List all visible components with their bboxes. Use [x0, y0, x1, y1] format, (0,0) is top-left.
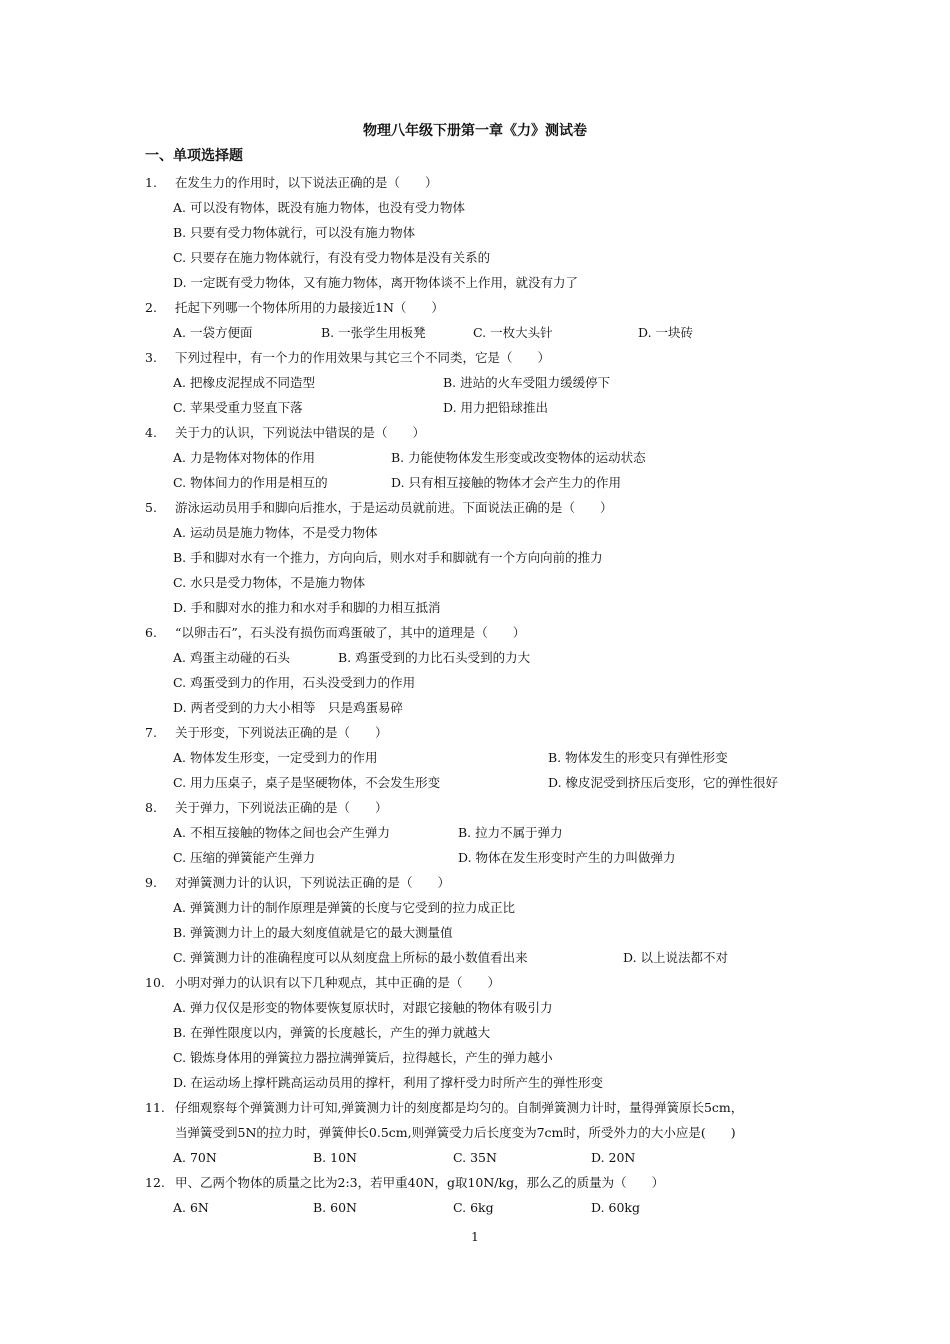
answer-option[interactable]: A. 鸡蛋主动碰的石头: [173, 650, 290, 665]
question-5: [145, 495, 825, 620]
answer-option[interactable]: D. 一块砖: [638, 325, 694, 340]
document-title: 物理八年级下册第一章《力》测试卷: [363, 123, 587, 139]
question-text: 游泳运动员用手和脚向后推水，于是运动员就前进。下面说法正确的是（ ）: [175, 500, 613, 515]
answer-option[interactable]: B. 手和脚对水有一个推力，方向向后，则水对手和脚就有一个方向向前的推力: [173, 550, 603, 565]
answer-option[interactable]: A. 6N: [173, 1200, 209, 1215]
answer-option[interactable]: B. 力能使物体发生形变或改变物体的运动状态: [391, 450, 646, 465]
answer-option[interactable]: B. 只要有受力物体就行，可以没有施力物体: [173, 225, 416, 240]
answer-option[interactable]: A. 把橡皮泥捏成不同造型: [173, 375, 315, 390]
question-number: 8.: [145, 800, 157, 815]
answer-option[interactable]: B. 一张学生用板凳: [321, 325, 426, 340]
option-row: [145, 695, 825, 720]
option-row: [145, 895, 825, 920]
option-row: [145, 945, 825, 970]
question-stem: [145, 870, 825, 895]
answer-option[interactable]: D. 在运动场上撑杆跳高运动员用的撑杆，利用了撑杆受力时所产生的弹性形变: [173, 1075, 604, 1090]
question-list: [145, 170, 825, 1220]
option-row: [145, 370, 825, 395]
option-row: [145, 520, 825, 545]
question-number: 12.: [145, 1175, 165, 1190]
option-row: [145, 1020, 825, 1045]
option-row: [145, 395, 825, 420]
answer-option[interactable]: B. 在弹性限度以内，弹簧的长度越长，产生的弹力就越大: [173, 1025, 491, 1040]
question-stem: [145, 170, 825, 195]
question-2: [145, 295, 825, 345]
question-9: [145, 870, 825, 970]
answer-option[interactable]: A. 物体发生形变，一定受到力的作用: [173, 750, 378, 765]
answer-option[interactable]: D. 两者受到的力大小相等 只是鸡蛋易碎: [173, 700, 404, 715]
answer-option[interactable]: B. 弹簧测力计上的最大刻度值就是它的最大测量值: [173, 925, 453, 940]
answer-option[interactable]: C. 锻炼身体用的弹簧拉力器拉满弹簧后，拉得越长，产生的弹力越小: [173, 1050, 553, 1065]
answer-option[interactable]: C. 苹果受重力竖直下落: [173, 400, 303, 415]
question-7: [145, 720, 825, 795]
option-row: [145, 845, 825, 870]
option-row: [145, 320, 825, 345]
option-row: [145, 745, 825, 770]
option-row: [145, 995, 825, 1020]
question-number: 7.: [145, 725, 157, 740]
option-row: [145, 1145, 825, 1170]
option-row: [145, 545, 825, 570]
answer-option[interactable]: B. 鸡蛋受到的力比石头受到的力大: [338, 650, 531, 665]
option-row: [145, 245, 825, 270]
answer-option[interactable]: D. 60kg: [591, 1200, 641, 1215]
question-text: 关于弹力，下列说法正确的是（ ）: [175, 800, 388, 815]
question-number: 1.: [145, 175, 157, 190]
page-number: 1: [471, 1230, 479, 1244]
answer-option[interactable]: C. 35N: [453, 1150, 497, 1165]
answer-option[interactable]: B. 60N: [313, 1200, 357, 1215]
question-stem: [145, 970, 825, 995]
question-1: [145, 170, 825, 295]
answer-option[interactable]: C. 6kg: [453, 1200, 494, 1215]
answer-option[interactable]: A. 不相互接触的物体之间也会产生弹力: [173, 825, 390, 840]
question-text: “以卵击石”，石头没有损伤而鸡蛋破了，其中的道理是（ ）: [175, 625, 526, 640]
question-text: 下列过程中，有一个力的作用效果与其它三个不同类，它是（ ）: [175, 350, 551, 365]
option-row: [145, 570, 825, 595]
option-row: [145, 470, 825, 495]
option-row: [145, 445, 825, 470]
question-number: 6.: [145, 625, 157, 640]
question-stem: [145, 345, 825, 370]
answer-option[interactable]: A. 力是物体对物体的作用: [173, 450, 315, 465]
answer-option[interactable]: A. 可以没有物体，既没有施力物体，也没有受力物体: [173, 200, 465, 215]
answer-option[interactable]: D. 橡皮泥受到挤压后变形，它的弹性很好: [548, 775, 779, 790]
answer-option[interactable]: D. 物体在发生形变时产生的力叫做弹力: [458, 850, 676, 865]
question-number: 9.: [145, 875, 157, 890]
question-stem: [145, 620, 825, 645]
question-12: [145, 1170, 825, 1220]
answer-option[interactable]: B. 10N: [313, 1150, 357, 1165]
question-6: [145, 620, 825, 720]
answer-option[interactable]: D. 一定既有受力物体，又有施力物体，离开物体谈不上作用，就没有力了: [173, 275, 579, 290]
question-text: 仔细观察每个弹簧测力计可知,弹簧测力计的刻度都是均匀的。自制弹簧测力计时，量得弹簧原长5cm，: [175, 1100, 744, 1115]
answer-option[interactable]: B. 物体发生的形变只有弹性形变: [548, 750, 728, 765]
question-10: [145, 970, 825, 1095]
option-row: [145, 270, 825, 295]
answer-option[interactable]: A. 70N: [173, 1150, 217, 1165]
answer-option[interactable]: C. 压缩的弹簧能产生弹力: [173, 850, 316, 865]
option-row: [145, 595, 825, 620]
answer-option[interactable]: D. 用力把铅球推出: [443, 400, 549, 415]
answer-option[interactable]: B. 进站的火车受阻力缓缓停下: [443, 375, 611, 390]
question-text: 关于形变，下列说法正确的是（ ）: [175, 725, 388, 740]
question-stem: [145, 420, 825, 445]
answer-option[interactable]: C. 弹簧测力计的准确程度可以从刻度盘上所标的最小数值看出来: [173, 950, 528, 965]
option-row: [145, 1070, 825, 1095]
question-stem: [145, 495, 825, 520]
question-number: 10.: [145, 975, 165, 990]
answer-option[interactable]: A. 弹簧测力计的制作原理是弹簧的长度与它受到的拉力成正比: [173, 900, 515, 915]
option-row: [145, 1045, 825, 1070]
option-row: [145, 195, 825, 220]
option-row: [145, 645, 825, 670]
answer-option[interactable]: B. 拉力不属于弹力: [458, 825, 563, 840]
question-number: 11.: [145, 1100, 165, 1115]
answer-option[interactable]: A. 一袋方便面: [173, 325, 253, 340]
question-stem: [145, 295, 825, 320]
question-text: 关于力的认识，下列说法中错误的是（ ）: [175, 425, 426, 440]
answer-option[interactable]: C. 水只是受力物体，不是施力物体: [173, 575, 366, 590]
answer-option[interactable]: C. 用力压桌子，桌子是坚硬物体，不会发生形变: [173, 775, 441, 790]
question-text: 小明对弹力的认识有以下几种观点，其中正确的是（ ）: [175, 975, 501, 990]
question-11: [145, 1095, 825, 1170]
question-stem: [145, 1095, 825, 1120]
question-3: [145, 345, 825, 420]
answer-option[interactable]: D. 20N: [591, 1150, 636, 1165]
question-number: 4.: [145, 425, 157, 440]
question-8: [145, 795, 825, 870]
answer-option[interactable]: C. 鸡蛋受到力的作用，石头没受到力的作用: [173, 675, 416, 690]
answer-option[interactable]: C. 一枚大头针: [473, 325, 553, 340]
question-text: 甲、乙两个物体的质量之比为2:3，若甲重40N，g取10N/kg，那么乙的质量为（ ）: [175, 1175, 665, 1190]
question-4: [145, 420, 825, 495]
question-number: 5.: [145, 500, 157, 515]
option-row: [145, 820, 825, 845]
option-row: [145, 920, 825, 945]
option-row: [145, 770, 825, 795]
answer-option[interactable]: C. 只要存在施力物体就行，有没有受力物体是没有关系的: [173, 250, 491, 265]
answer-option[interactable]: D. 只有相互接触的物体才会产生力的作用: [391, 475, 622, 490]
question-text: 在发生力的作用时，以下说法正确的是（ ）: [175, 175, 438, 190]
option-row: [145, 670, 825, 695]
answer-option[interactable]: C. 物体间力的作用是相互的: [173, 475, 328, 490]
answer-option[interactable]: D. 以上说法都不对: [623, 950, 729, 965]
section-heading: 一、单项选择题: [145, 148, 243, 164]
question-text: 托起下列哪一个物体所用的力最接近1N（ ）: [175, 300, 444, 315]
question-stem: [145, 720, 825, 745]
question-number: 3.: [145, 350, 157, 365]
option-row: [145, 220, 825, 245]
question-stem: [145, 1170, 825, 1195]
question-stem: [145, 795, 825, 820]
answer-option[interactable]: A. 运动员是施力物体，不是受力物体: [173, 525, 378, 540]
answer-option[interactable]: A. 弹力仅仅是形变的物体要恢复原状时，对跟它接触的物体有吸引力: [173, 1000, 553, 1015]
question-text-continued: 当弹簧受到5N的拉力时，弹簧伸长0.5cm,则弹簧受力后长度变为7cm时，所受外力的大小应是( ): [175, 1125, 736, 1140]
question-text: 对弹簧测力计的认识，下列说法正确的是（ ）: [175, 875, 451, 890]
question-number: 2.: [145, 300, 157, 315]
option-row: [145, 1195, 825, 1220]
answer-option[interactable]: D. 手和脚对水的推力和水对手和脚的力相互抵消: [173, 600, 441, 615]
